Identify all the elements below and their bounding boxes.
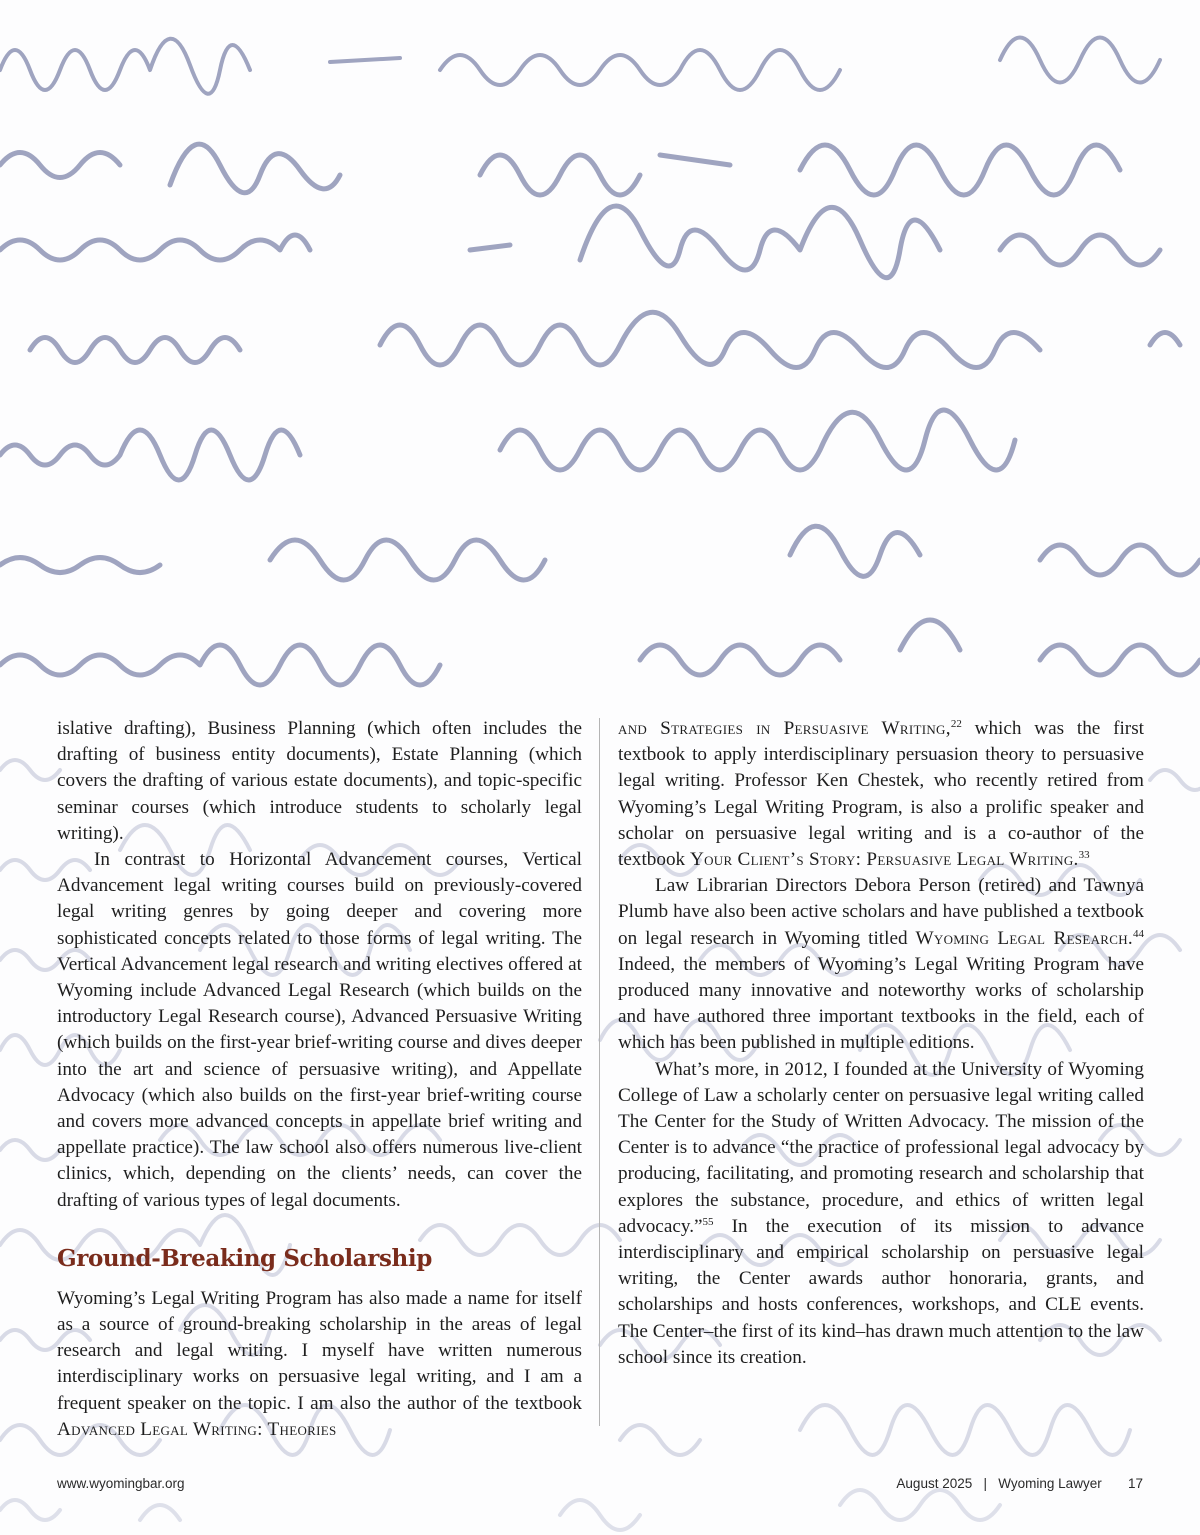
paragraph-text: Law Librarian Directors Debora Person (retired) and Tawnya Plumb have also been active scholars and have published a textbook on legal research in Wyoming titled <box>618 875 1144 949</box>
body-paragraph <box>618 716 1144 873</box>
section-heading: Ground-Breaking Scholarship <box>57 1244 432 1272</box>
handwritten-script-pattern-icon <box>0 38 1200 686</box>
footer-magazine-name: Wyoming Lawyer <box>998 1476 1102 1491</box>
footnote-ref: 22 <box>950 718 962 730</box>
page-number: 17 <box>1127 1476 1143 1491</box>
footnote-ref: 33 <box>1078 849 1090 862</box>
body-paragraph: In contrast to Horizontal Advancement courses, Vertical Advancement legal writing courses build on previously-covered legal writing genres by going deeper and covering more sophisticated concepts related to those forms of legal writing. The Vertical Advancement legal research and writing electives offered at Wyoming include Advanced Legal Research (which builds on the introductory Legal Research course), Advanced Persuasive Writing (which builds on the first-year brief-writing course and dives deeper into the art and science of persuasive writing), and Appellate Advocacy (which also builds on the first-year brief-writing course and covers more advanced concepts in appellate brief writing and appellate practice). The law school also offers numerous live-client clinics, which, depending on the clients’ needs, can cover the drafting of various types of legal documents. <box>57 849 582 1211</box>
footnote-ref: 44 <box>1133 927 1144 940</box>
body-paragraph <box>57 1286 582 1443</box>
footer-issue-date: August 2025 <box>896 1476 973 1491</box>
footer-website[interactable]: www.wyomingbar.org <box>57 1476 185 1491</box>
paragraph-text: Indeed, the members of Wyoming’s Legal Writing Program have produced many innovative and noteworthy works of scholarship and have authored three important textbooks in the field, each of which has been published in multiple editions. <box>618 953 1144 1054</box>
book-title: and Strategies in Persuasive Writing, <box>618 718 951 739</box>
paragraph-text: Wyoming’s Legal Writing Program has also made a name for itself as a source of ground-breaking scholarship in the areas of legal research and legal writing. I myself have written numerous interdisciplinary works on persuasive legal writing, and I am a frequent speaker on the topic. I am also the author of the textbook <box>57 1287 582 1414</box>
body-paragraph: islative drafting), Business Planning (which often includes the drafting of business entity documents), Estate Planning (which covers the drafting of various estate documents), and topic-specific seminar courses (which introduce students to scholarly legal writing). <box>57 718 582 844</box>
article-column-left <box>57 716 582 1443</box>
body-paragraph <box>618 1057 1144 1371</box>
column-divider <box>599 718 600 1426</box>
article-column-right <box>618 716 1144 1371</box>
book-title: Advanced Legal Writing: Theories <box>57 1418 337 1440</box>
footer-separator: | <box>983 1476 988 1491</box>
paragraph-text: which was the first textbook to apply interdisciplinary persuasion theory to persuasive legal writing. Professor Ken Chestek, who recently retired from Wyoming’s Legal Writing Program, is also a prolific speaker and scholar on persuasive legal writing and is a co-author of the textbook <box>618 718 1144 871</box>
paragraph-text: In the execution of its mission to advance interdisciplinary and empirical scholarship on persuasive legal writing, the Center awards author honoraria, grants, and scholarships and hosts conferences, workshops, and CLE events. The Center–the first of its kind–has drawn much attention to the law school since its creation. <box>618 1215 1144 1368</box>
book-title: Your Client’s Story: Persuasive Legal Writing. <box>689 849 1079 871</box>
footer-issue-info <box>896 1476 1143 1491</box>
book-title: Wyoming Legal Research. <box>915 927 1133 949</box>
footnote-ref: 55 <box>702 1215 714 1228</box>
body-paragraph <box>618 873 1144 1056</box>
paragraph-text: What’s more, in 2012, I founded at the University of Wyoming College of Law a scholarly center on persuasive legal writing called The Center for the Study of Written Advocacy. The mission of the Center is to advance “the practice of professional legal advocacy by producing, facilitating, and promoting research and scholarship that explores the substance, procedure, and ethics of written legal advocacy.” <box>618 1058 1144 1237</box>
